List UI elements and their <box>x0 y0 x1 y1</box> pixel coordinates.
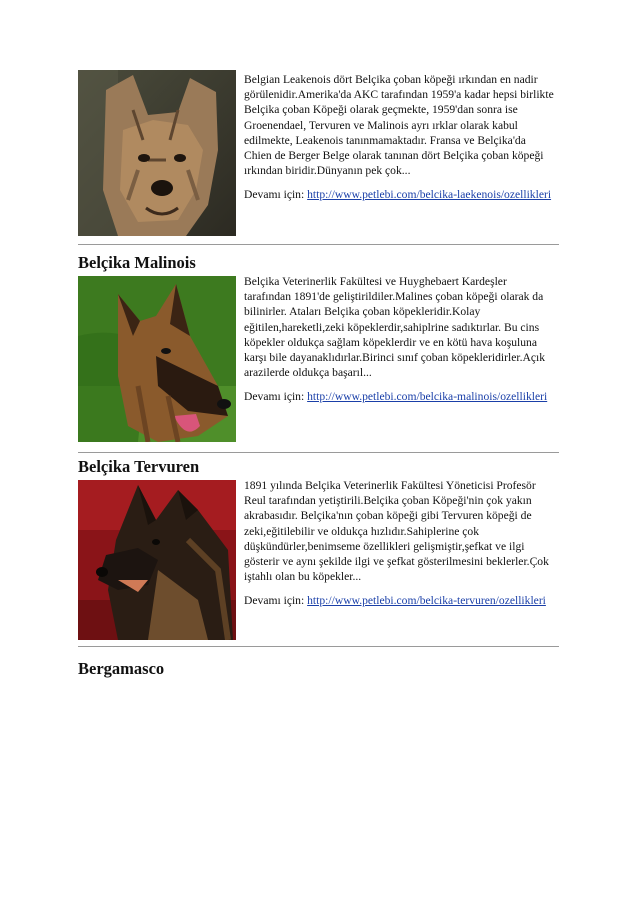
malinois-description: Belçika Veterinerlik Fakültesi ve Huyghebaert Kardeşler tarafından 1891'de geliştirildiler.Malines çoban köpeği olarak da bilinirler. Ataları Belçika çoban köpekleridir.Kolay eğitilen,hareketli,zeki köpeklerdir,sahiplrine sadıktırlar. Bu cins köpekler oldukça sağlam köpeklerdir ve en kötü hava koşuluna karşı bile dayanaklıdırlar.Birinci sınıf çoban köpekleridirler.Açık arazilerde oldukça başarıl... <box>244 275 546 380</box>
tervuren-more-label: Devamı için: <box>244 594 305 608</box>
divider-tervuren <box>78 646 559 647</box>
laekenois-dog-photo <box>78 70 236 236</box>
laekenois-more <box>244 187 556 202</box>
malinois-more <box>244 389 556 404</box>
entry-malinois <box>78 276 559 454</box>
entry-laekenois <box>78 70 559 246</box>
malinois-text <box>244 274 556 414</box>
malinois-link[interactable]: http://www.petlebi.com/belcika-malinois/ozellikleri <box>307 390 548 404</box>
tervuren-dog-photo <box>78 480 236 640</box>
entry-tervuren <box>78 480 559 650</box>
laekenois-more-label: Devamı için: <box>244 188 305 202</box>
divider-laekenois <box>78 244 559 245</box>
laekenois-description: Belgian Leakenois dört Belçika çoban köpeği ırkından en nadir görülenidir.Amerika'da AKC tarafından 1959'a kadar hepsi birlikte Belçika çoban Köpeği olarak geçmekte, 1959'dan sonra ise Groenendael, Tervuren ve Malinois ayrı ırklar olarak kabul edilmekte, Leakenois tanınmamaktadır. Fransa ve Belçika'da Chien de Berger Belge olarak tanınan dört Belçika çoban köpeği ırkından biridir.Dünyanın pek çok... <box>244 73 554 178</box>
laekenois-link[interactable]: http://www.petlebi.com/belcika-laekenois/ozellikleri <box>307 188 552 202</box>
tervuren-description: 1891 yılında Belçika Veterinerlik Fakültesi Yöneticisi Profesör Reul tarafından yetiştirili.Belçika çoban Köpeği'nin çok yakın akrabasıdır. Belçika'nın çoban köpeği gibi Tervuren köpeği de zeki,eğitilebilir ve oldukça hızlıdır.Sahiplerine çok düşkündürler,benimseme özellikleri gelişmiştir,şefkat ve ilgi gösterir ve aynı şekilde ilgi ve şefkat gösterilmesini beklerler.Çok iştahlı olan bu köpekler... <box>244 479 549 584</box>
title-malinois: Belçika Malinois <box>78 253 196 272</box>
laekenois-text <box>244 72 556 212</box>
tervuren-text <box>244 478 556 618</box>
tervuren-more <box>244 593 556 608</box>
malinois-more-label: Devamı için: <box>244 390 305 404</box>
divider-malinois <box>78 452 559 453</box>
tervuren-link[interactable]: http://www.petlebi.com/belcika-tervuren/ozellikleri <box>307 594 546 608</box>
title-tervuren: Belçika Tervuren <box>78 457 200 476</box>
malinois-dog-photo <box>78 276 236 442</box>
title-bergamasco: Bergamasco <box>78 659 165 678</box>
